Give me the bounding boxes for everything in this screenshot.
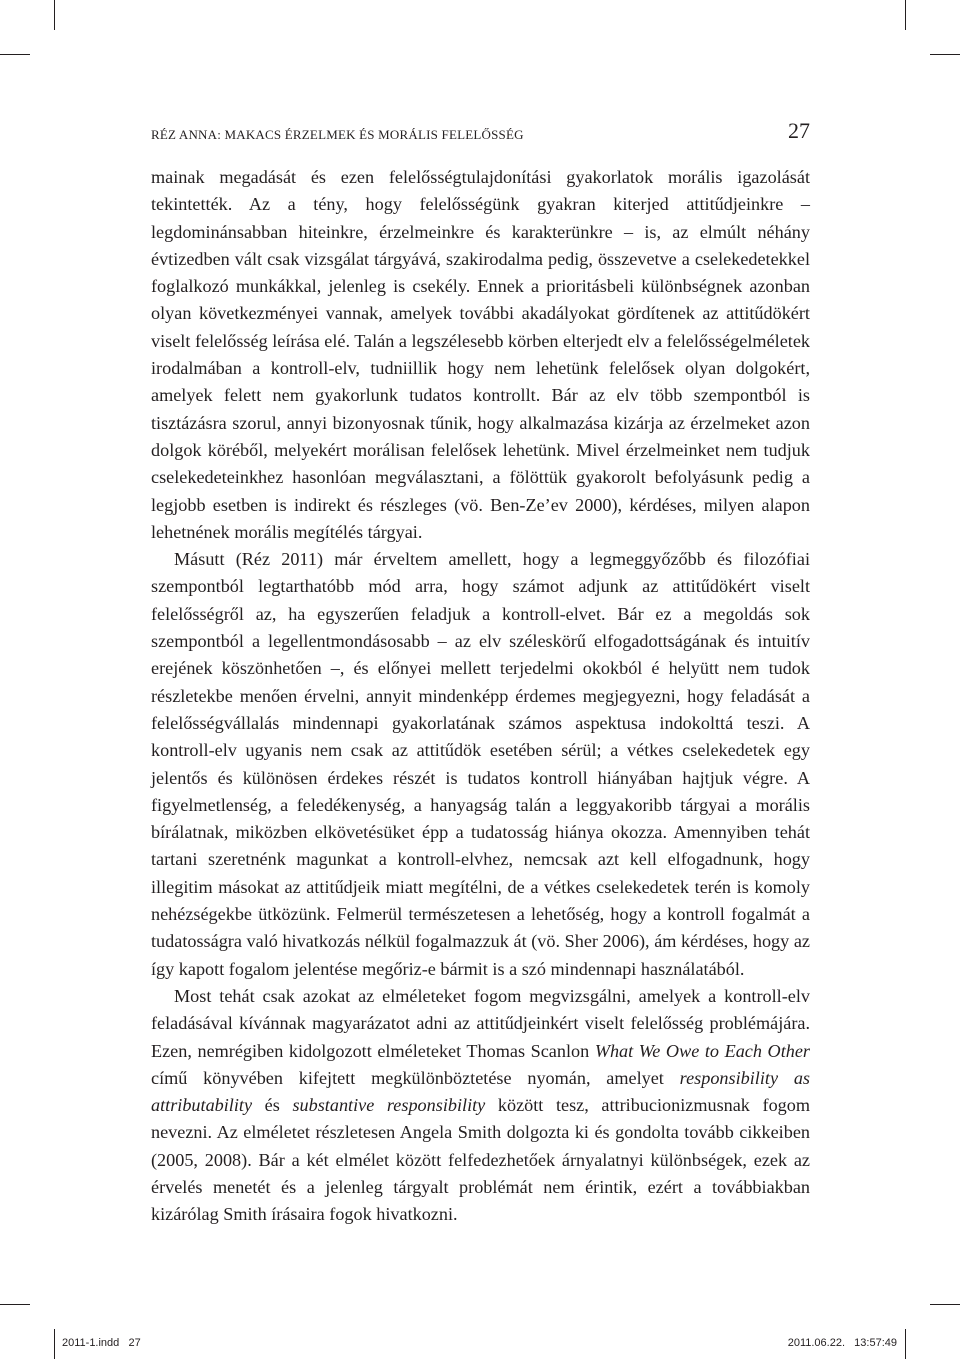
paragraph-3-text-c: és bbox=[252, 1095, 293, 1116]
crop-mark bbox=[930, 1304, 960, 1305]
paragraph-3-text-d: között tesz, attribucionizmusnak fogom nevezni. Az elméletet részletesen Angela Smith dolgozta ki és gondolta tovább cikkeiben (2005, 2008). Bár a két elmélet között felfedezhetőek árnyalatnyi különbségek, ezek az érvelés menetét és a jelenleg tárgyalt problémát nem érintik, ezért a továbbiakban kizárólag Smith írásaira fogok hivatkozni. bbox=[151, 1095, 811, 1225]
crop-mark bbox=[930, 54, 960, 55]
paragraph-3-text-b: című könyvében kifejtett megkülönböztetése nyomán, amelyet bbox=[151, 1067, 680, 1088]
body-text bbox=[151, 164, 810, 1229]
term-substantive-responsibility: substantive responsibility bbox=[292, 1095, 486, 1116]
paragraph-3 bbox=[151, 983, 810, 1229]
running-head bbox=[151, 118, 810, 148]
crop-mark bbox=[0, 1304, 30, 1305]
page-number: 27 bbox=[788, 118, 810, 143]
paragraph-3-text-a: Most tehát csak azokat az elméleteket fogom megvizsgálni, amelyek a kontroll-elv feladásával kívánnak magyarázatot adni az attitűdjeinkért viselt felelősség problémájára. Ezen, nemrégiben kidolgozott elméleteket Thomas Scanlon bbox=[151, 985, 810, 1061]
paragraph-2: Másutt (Réz 2011) már érveltem amellett, hogy a legmeggyőzőbb és filozófiai szempontból legtarthatóbb mód arra, hogy számot adjunk az attitűdökért viselt felelősségről az, ha egyszerűen feladjuk a kontroll-elvet. Bár ez a megoldás sok szempontból a legellentmondásosabb – az elv széleskörű elfogadottságának és intuitív erejének köszönhetően –, és előnyei mellett terjedelmi okokból é helyütt nem tudok részletekbe menően érvelni, annyit mindenképp érdemes megjegyezni, hogy feladását a felelősségvállalás mindennapi gyakorlatának számos aspektusa indokolttá teszi. A kontroll-elv ugyanis nem csak az attitűdök esetében sérül; a vétkes cselekedetek egy jelentős és különösen érdekes részét is tudatos kontroll hiányában hajtjuk végre. A figyelmetlenség, a feledékenység, a hanyagság talán a leggyakoribb tárgyai a morális bírálatnak, miközben elkövetésüket épp a tudatosság hiánya okozza. Amennyiben tehát tartani szeretnénk magunkat a kontroll-elvhez, nemcsak azt kell elfogadnunk, hogy illegitim másokat az attitűdjeik miatt megítélni, de a vétkes cselekedetek terén is komoly nehézségekbe ütközünk. Felmerül természetesen a lehetőség, hogy a kontroll fogalmát a tudatosságra való hivatkozás nélkül fogalmazzuk át (vö. Sher 2006), ám kérdéses, hogy az így kapott fogalom jelentése megőriz-e bármit is a szó mindennapi használatából. bbox=[151, 549, 810, 979]
paragraph-1: mainak megadását és ezen felelősségtulajdonítási gyakorlatok morális igazolását tekintették. Az a tény, hogy felelősségünk gyakran kiterjed attitűdjeinkre – legdominánsabban hiteinkre, érzelmeinkre és karakterünkre – is, az elmúlt néhány évtizedben vált csak vizsgálat tárgyává, szakirodalma pedig, összevetve a cselekedetekkel foglalkozó munkákkal, jelenleg is csekély. Ennek a prioritásbeli különbségnek azonban olyan következményei vannak, amelyek további akadályokat gördítenek az attitűdökért viselt felelősség leírása elé. Talán a legszélesebb körben elterjedt elv a felelősségelméletek irodalmában a kontroll-elv, tudniillik hogy nem lehetünk felelősek olyan dolgokért, amelyek felett nem gyakorlunk tudatos kontrollt. Bár az elv több szempontból is tisztázásra szorul, annyi bizonyosnak tűnik, hogy alkalmazása kizárja az érzelmeket azon dolgok köréből, melyekért morálisan felelősek lehetünk. Mivel érzelmeinket nem tudjuk cselekedeteinkhez hasonlóan megválasztani, a fölöttük gyakorolt befolyásunk pedig a legjobb esetben is indirekt és részleges (vö. Ben-Ze’ev 2000), kérdéses, milyen alapon lehetnének morális megítélés tárgyai. bbox=[151, 167, 810, 542]
footer-filename: 2011-1.indd 27 bbox=[62, 1337, 141, 1349]
crop-mark bbox=[54, 0, 55, 30]
crop-mark bbox=[905, 0, 906, 30]
book-title: What We Owe to Each Other bbox=[594, 1040, 810, 1061]
running-title: RÉZ ANNA: MAKACS ÉRZELMEK ÉS MORÁLIS FELELŐSSÉG bbox=[151, 127, 524, 142]
print-footer bbox=[0, 1337, 960, 1353]
term-attributability: responsibility as attributability bbox=[151, 1067, 810, 1116]
crop-mark bbox=[0, 54, 30, 55]
footer-timestamp: 2011.06.22. 13:57:49 bbox=[787, 1337, 897, 1349]
